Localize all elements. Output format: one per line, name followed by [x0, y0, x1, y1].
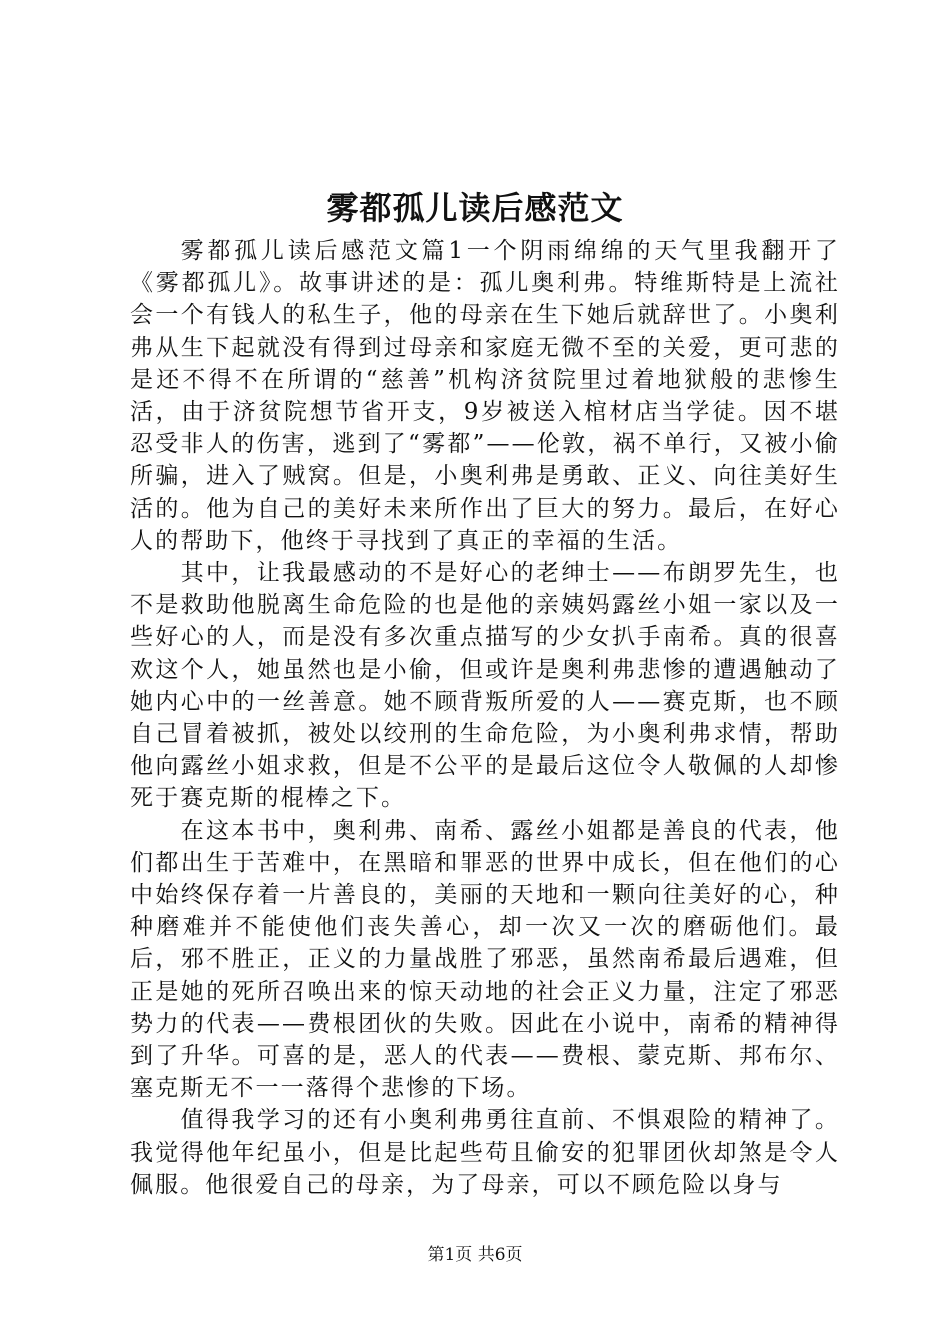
document-body — [130, 235, 840, 1201]
paragraph-4: 值得我学习的还有小奥利弗勇往直前、不惧艰险的精神了。我觉得他年纪虽小，但是比起些苟且偷安的犯罪团伙却煞是令人佩服。他很爱自己的母亲，为了母亲，可以不顾危险以身与 — [130, 1107, 840, 1198]
page-footer: 第1页 共6页 — [427, 1245, 523, 1265]
document-title: 雾都孤儿读后感范文 — [326, 189, 624, 227]
paragraph-2: 其中，让我最感动的不是好心的老绅士——布朗罗先生，也不是救助他脱离生命危险的也是他的亲姨妈露丝小姐一家以及一些好心的人，而是没有多次重点描写的少女扒手南希。真的很喜欢这个人，她虽然也是小偷，但或许是奥利弗悲惨的遭遇触动了她内心中的一丝善意。她不顾背叛所爱的人——赛克斯，也不顾自己冒着被抓，被处以绞刑的生命危险，为小奥利弗求情，帮助他向露丝小姐求救，但是不公平的是最后这位令人敬佩的人却惨死于赛克斯的棍棒之下。 — [130, 560, 840, 812]
paragraph-3: 在这本书中，奥利弗、南希、露丝小姐都是善良的代表，他们都出生于苦难中，在黑暗和罪恶的世界中成长，但在他们的心中始终保存着一片善良的，美丽的天地和一颗向往美好的心，种种磨难并不能使他们丧失善心，却一次又一次的磨砺他们。最后，邪不胜正，正义的力量战胜了邪恶，虽然南希最后遇难，但正是她的死所召唤出来的惊天动地的社会正义力量，注定了邪恶势力的代表——费根团伙的失败。因此在小说中，南希的精神得到了升华。可喜的是，恶人的代表——费根、蒙克斯、邦布尔、塞克斯无不一一落得个悲惨的下场。 — [130, 817, 840, 1102]
paragraph-1: 雾都孤儿读后感范文篇1一个阴雨绵绵的天气里我翻开了《雾都孤儿》。故事讲述的是：孤儿奥利弗。特维斯特是上流社会一个有钱人的私生子，他的母亲在生下她后就辞世了。小奥利弗从生下起就没有得到过母亲和家庭无微不至的关爱，更可悲的是还不得不在所谓的“慈善”机构济贫院里过着地狱般的悲惨生活，由于济贫院想节省开支，9岁被送入棺材店当学徒。因不堪忍受非人的伤害，逃到了“雾都”——伦敦，祸不单行，又被小偷所骗，进入了贼窝。但是，小奥利弗是勇敢、正义、向往美好生活的。他为自己的美好未来所作出了巨大的努力。最后，在好心人的帮助下，他终于寻找到了真正的幸福的生活。 — [130, 238, 840, 554]
